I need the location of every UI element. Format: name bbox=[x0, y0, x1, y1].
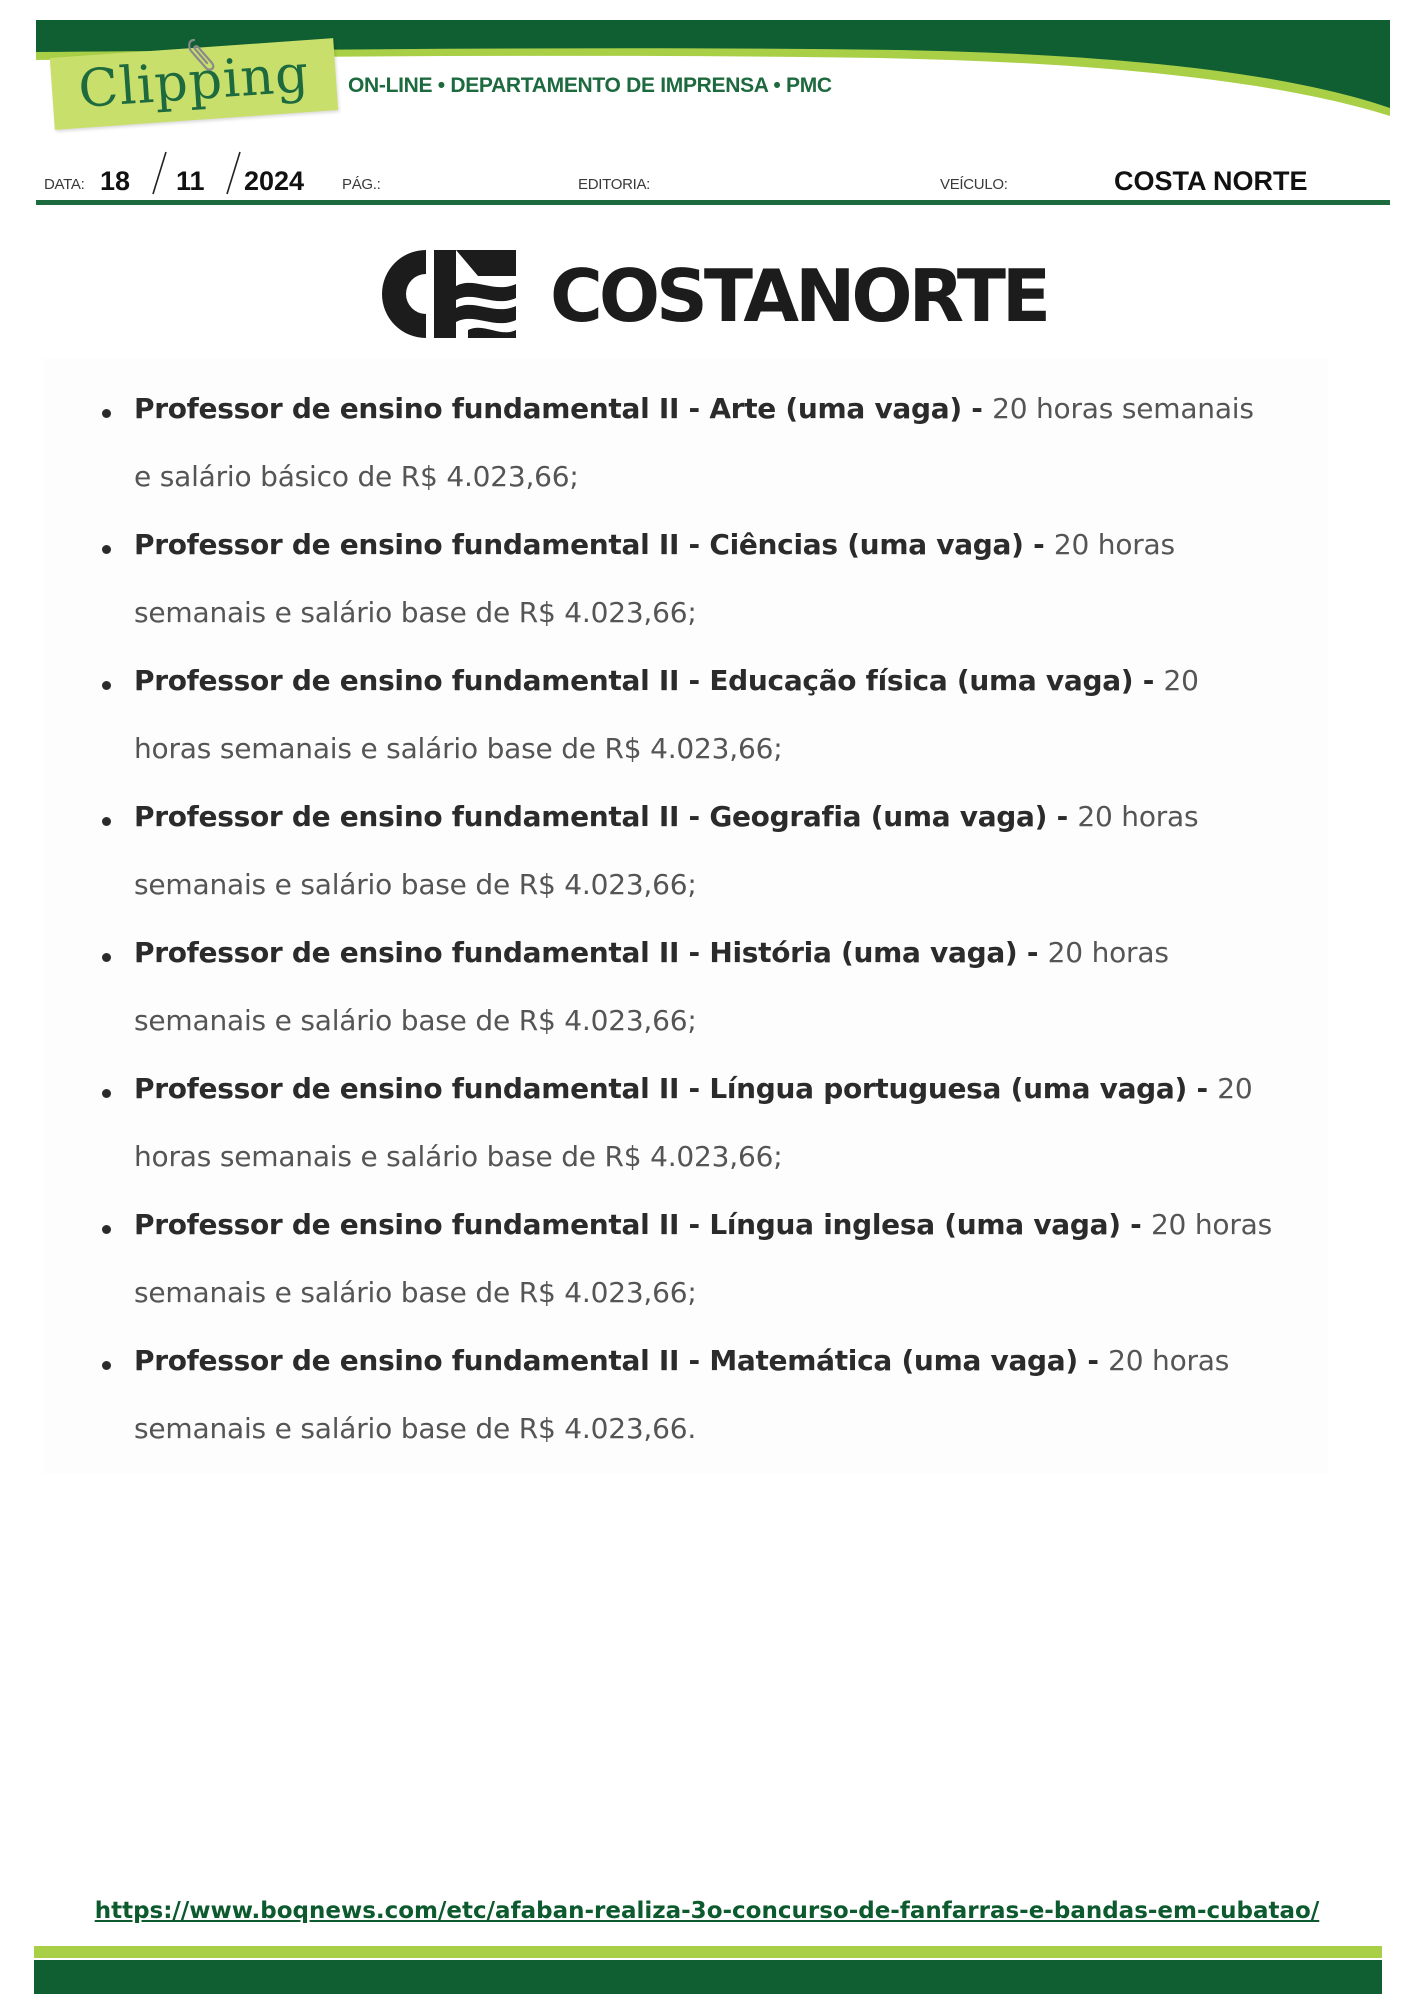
paperclip-icon bbox=[180, 36, 220, 76]
job-title: Professor de ensino fundamental II - Matemática (uma vaga) - bbox=[134, 1344, 1109, 1377]
article-content bbox=[44, 358, 1328, 1474]
job-salary: semanais e salário base de R$ 4.023,66; bbox=[134, 596, 697, 629]
bullet-icon bbox=[102, 681, 111, 690]
list-item bbox=[44, 1324, 1328, 1460]
date-month: 11 bbox=[176, 166, 205, 196]
list-item bbox=[44, 508, 1328, 644]
date-label: DATA: bbox=[44, 176, 85, 193]
job-line-1 bbox=[134, 800, 1284, 833]
job-hours: 20 horas bbox=[1150, 1208, 1273, 1241]
job-hours: 20 horas bbox=[1108, 1344, 1230, 1377]
bullet-icon bbox=[102, 953, 111, 962]
job-hours: 20 horas bbox=[1053, 528, 1175, 561]
job-hours: 20 bbox=[1217, 1072, 1253, 1105]
list-item bbox=[44, 372, 1328, 508]
job-salary: e salário básico de R$ 4.023,66; bbox=[134, 460, 579, 493]
job-title: Professor de ensino fundamental II - Arte (uma vaga) - bbox=[134, 392, 993, 425]
veiculo-value: COSTA NORTE bbox=[1114, 166, 1308, 196]
job-hours: 20 horas semanais bbox=[992, 392, 1254, 425]
job-title: Professor de ensino fundamental II - Educação física (uma vaga) - bbox=[134, 664, 1164, 697]
footer-stripe-light bbox=[34, 1946, 1382, 1958]
footer-stripe-dark bbox=[34, 1960, 1382, 1994]
job-salary: semanais e salário base de R$ 4.023,66; bbox=[134, 1004, 697, 1037]
bullet-icon bbox=[102, 1089, 111, 1098]
job-title: Professor de ensino fundamental II - História (uma vaga) - bbox=[134, 936, 1048, 969]
job-line-1 bbox=[134, 1344, 1284, 1377]
date-separator-2 bbox=[224, 150, 242, 196]
job-line-1 bbox=[134, 1072, 1284, 1105]
list-item bbox=[44, 780, 1328, 916]
date-separator-1 bbox=[150, 150, 168, 196]
job-salary: semanais e salário base de R$ 4.023,66; bbox=[134, 868, 697, 901]
bullet-icon bbox=[102, 1225, 111, 1234]
job-line-1 bbox=[134, 936, 1284, 969]
list-item bbox=[44, 644, 1328, 780]
job-title: Professor de ensino fundamental II - Ciências (uma vaga) - bbox=[134, 528, 1054, 561]
editoria-label: EDITORIA: bbox=[578, 176, 651, 193]
costa-norte-logo-text: COSTANORTE bbox=[550, 254, 1048, 338]
costa-norte-logo-mark-icon bbox=[378, 246, 518, 342]
page-label: PÁG.: bbox=[342, 176, 381, 193]
veiculo-label: VEÍCULO: bbox=[940, 176, 1008, 193]
job-hours: 20 horas bbox=[1077, 800, 1199, 833]
header-subtitle: ON-LINE • DEPARTAMENTO DE IMPRENSA • PMC bbox=[348, 74, 832, 97]
clipping-badge-text: Clipping bbox=[76, 44, 312, 120]
meta-divider bbox=[36, 200, 1390, 205]
date-day: 18 bbox=[100, 166, 131, 196]
list-item bbox=[44, 916, 1328, 1052]
bullet-icon bbox=[102, 409, 111, 418]
job-salary: horas semanais e salário base de R$ 4.023,66; bbox=[134, 732, 783, 765]
list-item bbox=[44, 1188, 1328, 1324]
costa-norte-logo bbox=[378, 240, 1058, 350]
job-salary: horas semanais e salário base de R$ 4.023,66; bbox=[134, 1140, 783, 1173]
bullet-icon bbox=[102, 1361, 111, 1370]
job-hours: 20 bbox=[1163, 664, 1199, 697]
job-title: Professor de ensino fundamental II - Língua inglesa (uma vaga) - bbox=[134, 1208, 1151, 1241]
job-line-1 bbox=[134, 528, 1284, 561]
header-banner bbox=[0, 0, 1414, 130]
source-url-link[interactable]: https://www.boqnews.com/etc/afaban-realiza-3o-concurso-de-fanfarras-e-bandas-em-cubatao/ bbox=[94, 1898, 1320, 1924]
job-openings-list bbox=[44, 372, 1328, 1460]
bullet-icon bbox=[102, 545, 111, 554]
job-salary: semanais e salário base de R$ 4.023,66. bbox=[134, 1412, 697, 1445]
job-line-1 bbox=[134, 392, 1284, 425]
job-line-1 bbox=[134, 664, 1284, 697]
job-line-1 bbox=[134, 1208, 1284, 1241]
job-title: Professor de ensino fundamental II - Geografia (uma vaga) - bbox=[134, 800, 1078, 833]
date-year: 2024 bbox=[244, 166, 305, 196]
job-hours: 20 horas bbox=[1047, 936, 1169, 969]
job-salary: semanais e salário base de R$ 4.023,66; bbox=[134, 1276, 697, 1309]
bullet-icon bbox=[102, 817, 111, 826]
clipping-meta-row bbox=[0, 140, 1414, 206]
job-title: Professor de ensino fundamental II - Língua portuguesa (uma vaga) - bbox=[134, 1072, 1218, 1105]
list-item bbox=[44, 1052, 1328, 1188]
